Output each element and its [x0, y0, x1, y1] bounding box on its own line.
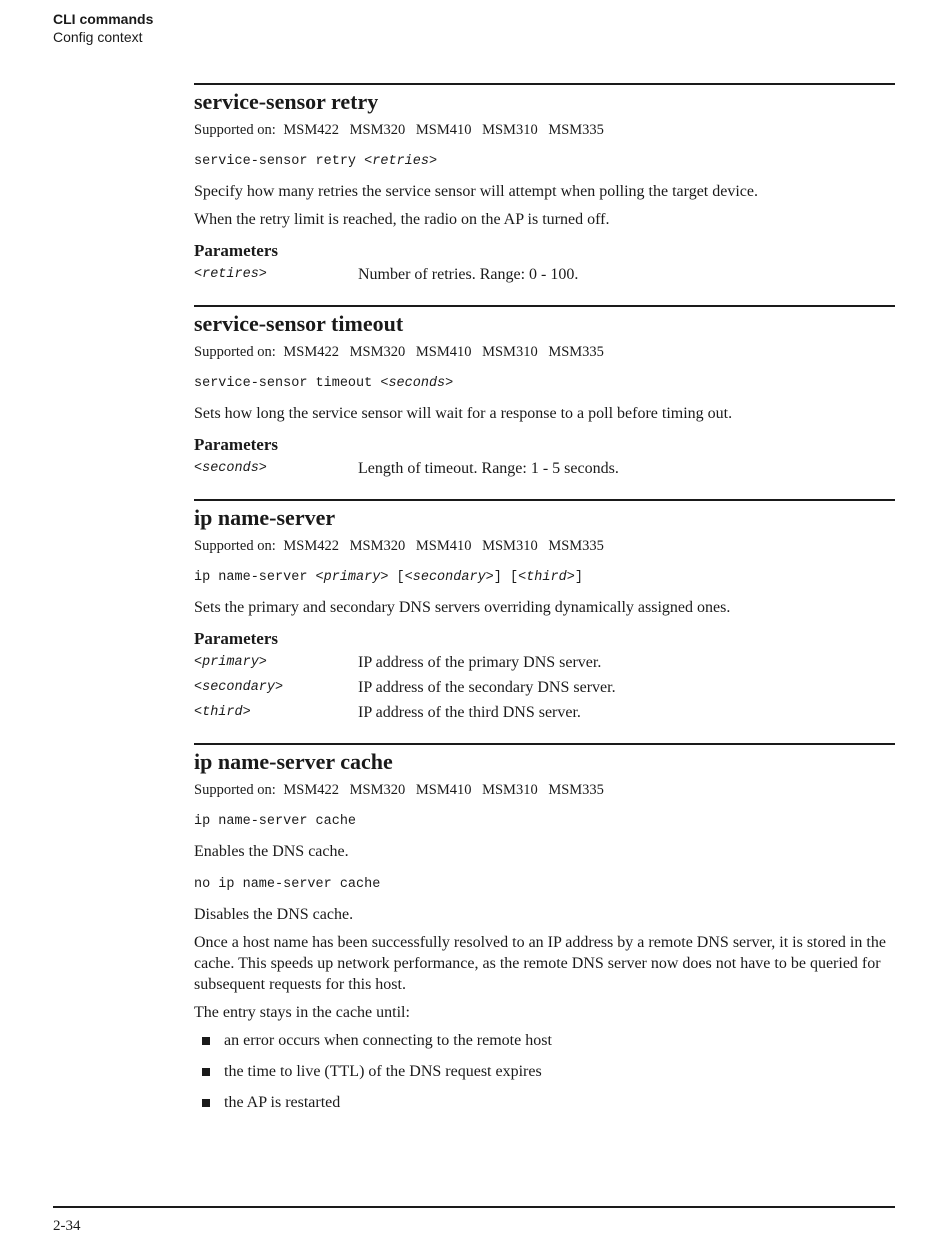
model: MSM422 — [283, 782, 339, 798]
page-content — [194, 83, 895, 1131]
syntax-text: service-sensor retry — [194, 154, 365, 169]
model-list — [279, 538, 604, 554]
bullet-icon — [202, 1099, 210, 1107]
model: MSM410 — [415, 538, 472, 554]
model: MSM310 — [482, 538, 538, 554]
page-number: 2-34 — [53, 1218, 81, 1234]
syntax-argument: <seconds> — [380, 376, 454, 391]
supported-label: Supported on: — [194, 782, 276, 798]
command-syntax — [194, 153, 895, 171]
model: MSM422 — [283, 538, 339, 554]
parameter-description: Length of timeout. Range: 1 - 5 seconds. — [358, 460, 619, 477]
syntax-argument: <third> — [518, 570, 575, 585]
supported-label: Supported on: — [194, 344, 276, 360]
parameter-name: <primary> — [194, 655, 267, 670]
description: Specify how many retries the service sensor will attempt when polling the target device. — [194, 183, 758, 200]
model: MSM320 — [349, 122, 406, 138]
model: MSM310 — [482, 122, 538, 138]
syntax-text: ] [ — [493, 570, 519, 585]
list-item — [194, 1061, 895, 1082]
list-item — [194, 1092, 895, 1113]
parameters-heading: Parameters — [194, 629, 279, 648]
command-section-service-sensor-timeout — [194, 305, 895, 481]
running-head — [53, 10, 153, 46]
command-title: service-sensor retry — [194, 89, 379, 114]
command-syntax — [194, 569, 895, 587]
parameter-description: IP address of the secondary DNS server. — [358, 679, 616, 696]
model: MSM422 — [283, 344, 339, 360]
description: Enables the DNS cache. — [194, 843, 349, 860]
model: MSM335 — [548, 344, 604, 360]
model: MSM310 — [482, 344, 538, 360]
model-list — [279, 344, 604, 360]
command-title: ip name-server — [194, 505, 336, 530]
model-list — [279, 122, 604, 138]
syntax-text: ] — [574, 570, 583, 585]
chapter-title: CLI commands — [53, 11, 154, 27]
parameter-name: <third> — [194, 705, 251, 720]
syntax-text: ip name-server — [194, 570, 316, 585]
model: MSM320 — [349, 538, 406, 554]
list-intro: The entry stays in the cache until: — [194, 1004, 410, 1021]
command-section-service-sensor-retry — [194, 83, 895, 287]
parameter-description: Number of retries. Range: 0 - 100. — [358, 266, 579, 283]
command-syntax-negated: no ip name-server cache — [194, 877, 381, 892]
supported-on — [194, 781, 895, 799]
parameters-heading: Parameters — [194, 241, 279, 260]
syntax-text: [ — [388, 570, 405, 585]
model: MSM335 — [548, 782, 604, 798]
description: When the retry limit is reached, the radio on the AP is turned off. — [194, 211, 610, 228]
description-paragraph: Once a host name has been successfully resolved to an IP address by a remote DNS server, it is stored in the cache. This speeds up network performance, as the remote DNS server now does not have to be queried for subsequent requests for this host. — [194, 934, 886, 993]
syntax-argument: <primary> — [315, 570, 389, 585]
parameter-row — [194, 456, 895, 481]
command-syntax — [194, 375, 895, 393]
bullet-icon — [202, 1037, 210, 1045]
command-syntax: ip name-server cache — [194, 814, 357, 829]
command-title: ip name-server cache — [194, 749, 393, 774]
model: MSM410 — [415, 344, 472, 360]
list-item-text: an error occurs when connecting to the remote host — [224, 1032, 552, 1049]
syntax-argument: <retries> — [364, 154, 438, 169]
model: MSM335 — [548, 538, 604, 554]
model: MSM422 — [283, 122, 339, 138]
bullet-icon — [202, 1068, 210, 1076]
command-section-ip-name-server-cache — [194, 743, 895, 1113]
description: Disables the DNS cache. — [194, 906, 354, 923]
parameter-description: IP address of the primary DNS server. — [358, 654, 602, 671]
supported-on — [194, 343, 895, 361]
footer-rule — [53, 1206, 895, 1208]
supported-label: Supported on: — [194, 122, 276, 138]
parameter-name: <retires> — [194, 267, 267, 282]
model: MSM320 — [349, 344, 406, 360]
parameter-name: <secondary> — [194, 680, 284, 695]
description: Sets the primary and secondary DNS servers overriding dynamically assigned ones. — [194, 599, 731, 616]
model: MSM335 — [548, 122, 604, 138]
parameter-row — [194, 700, 895, 725]
list-item-text: the time to live (TTL) of the DNS request expires — [224, 1063, 542, 1080]
model: MSM410 — [415, 782, 472, 798]
parameter-row — [194, 675, 895, 700]
supported-on — [194, 121, 895, 139]
parameter-row — [194, 650, 895, 675]
model: MSM410 — [415, 122, 472, 138]
description: Sets how long the service sensor will wait for a response to a poll before timing out. — [194, 405, 733, 422]
supported-label: Supported on: — [194, 538, 276, 554]
model: MSM320 — [349, 782, 406, 798]
supported-on — [194, 537, 895, 555]
bullet-list — [194, 1030, 895, 1113]
model-list — [279, 782, 604, 798]
list-item — [194, 1030, 895, 1051]
syntax-argument: <secondary> — [404, 570, 494, 585]
command-section-ip-name-server — [194, 499, 895, 725]
section-title: Config context — [53, 29, 143, 45]
parameter-name: <seconds> — [194, 461, 267, 476]
list-item-text: the AP is restarted — [224, 1094, 341, 1111]
syntax-text: service-sensor timeout — [194, 376, 381, 391]
parameters-heading: Parameters — [194, 435, 279, 454]
parameter-row — [194, 262, 895, 287]
model: MSM310 — [482, 782, 538, 798]
command-title: service-sensor timeout — [194, 311, 404, 336]
parameter-description: IP address of the third DNS server. — [358, 704, 581, 721]
